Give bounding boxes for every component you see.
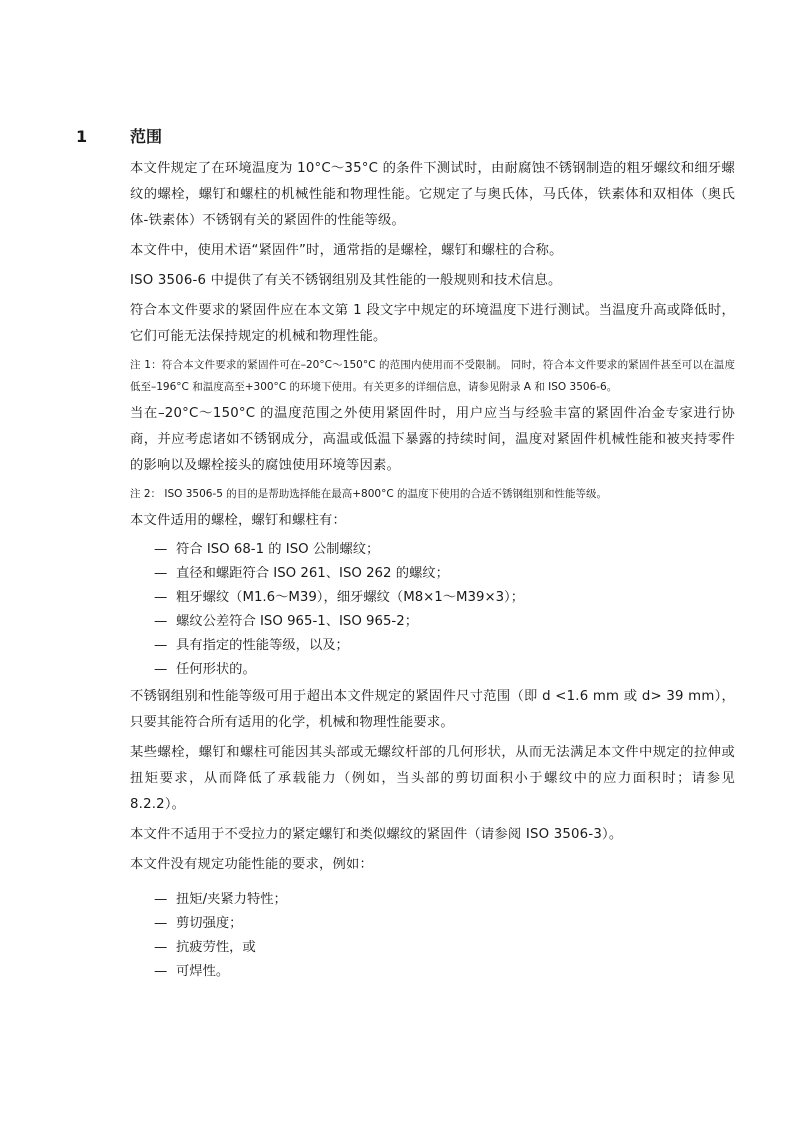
list-item: — 任何形状的。 <box>154 658 735 682</box>
section-title: 范围 <box>130 127 163 146</box>
note-2: 注 2： ISO 3506-5 的目的是帮助选择能在最高+800°C 的温度下使用的合适不锈钢组别和性能等级。 <box>130 488 608 500</box>
list-item: — 抗疲劳性，或 <box>154 936 735 960</box>
paragraph-iso-reference: ISO 3506-6 中提供了有关不锈钢组别及其性能的一般规则和技术信息。 <box>130 273 562 288</box>
paragraph-temperature-range: 当在–20°C～150°C 的温度范围之外使用紧固件时，用户应当与经验丰富的紧固件冶金专家进行协商，并应考虑诸如不锈钢成分，高温或低温下暴露的持续时间，温度对紧固件机械性能和被夹持零件的影响以及螺栓接头的腐蚀使用环境等因素。 <box>130 406 735 473</box>
dash-bullet: — <box>154 614 168 629</box>
paragraph-term: 本文件中，使用术语“紧固件”时，通常指的是螺栓，螺钉和螺柱的合称。 <box>130 243 563 258</box>
list-item: — 直径和螺距符合 ISO 261、ISO 262 的螺纹； <box>154 562 735 586</box>
note-1: 注 1：符合本文件要求的紧固件可在–20°C～150°C 的范围内使用而不受限制。 同时，符合本文件要求的紧固件甚至可以在温度低至–196°C 和温度高至+300°C 的环境下使用。有关更多的详细信息，请参见附录 A 和 ISO 3506-6。 <box>130 359 735 393</box>
dash-bullet: — <box>154 542 168 557</box>
list-item: — 螺纹公差符合 ISO 965-1、ISO 965-2； <box>154 610 735 634</box>
applicable-list <box>154 538 735 682</box>
functional-list <box>154 888 735 984</box>
dash-bullet: — <box>154 964 168 979</box>
paragraph-test-temperature: 符合本文件要求的紧固件应在本文第 1 段文字中规定的环境温度下进行测试。当温度升高或降低时，它们可能无法保持规定的机械和物理性能。 <box>130 303 735 344</box>
dash-bullet: — <box>154 662 168 677</box>
dash-bullet: — <box>154 940 168 955</box>
dash-bullet: — <box>154 638 168 653</box>
paragraph-geometry: 某些螺栓，螺钉和螺柱可能因其头部或无螺纹杆部的几何形状，从而无法满足本文件中规定的拉伸或扭矩要求，从而降低了承载能力（例如，当头部的剪切面积小于螺纹中的应力面积时；请参见 8.2.2）。 <box>130 745 735 812</box>
list-item: — 扭矩/夹紧力特性； <box>154 888 735 912</box>
dash-bullet: — <box>154 892 168 907</box>
section-body <box>130 156 735 986</box>
paragraph-scope: 本文件规定了在环境温度为 10°C～35°C 的条件下测试时，由耐腐蚀不锈钢制造的粗牙螺纹和细牙螺纹的螺栓，螺钉和螺柱的机械性能和物理性能。它规定了与奥氏体，马氏体，铁素体和双相体（奥氏体-铁素体）不锈钢有关的紧固件的性能等级。 <box>130 161 735 228</box>
list-item: — 具有指定的性能等级，以及； <box>154 634 735 658</box>
list-item: — 符合 ISO 68-1 的 ISO 公制螺纹； <box>154 538 735 562</box>
dash-bullet: — <box>154 916 168 931</box>
dash-bullet: — <box>154 566 168 581</box>
paragraph-functional-intro: 本文件没有规定功能性能的要求，例如： <box>130 857 373 872</box>
section-number: 1 <box>76 127 88 146</box>
paragraph-applicable-intro: 本文件适用的螺栓，螺钉和螺柱有： <box>130 513 346 528</box>
list-item: — 剪切强度； <box>154 912 735 936</box>
paragraph-size-range: 不锈钢组别和性能等级可用于超出本文件规定的紧固件尺寸范围（即 d <1.6 mm 或 d> 39 mm），只要其能符合所有适用的化学，机械和物理性能要求。 <box>130 689 735 730</box>
dash-bullet: — <box>154 590 168 605</box>
list-item: — 粗牙螺纹（M1.6～M39），细牙螺纹（M8×1～M39×3）； <box>154 586 735 610</box>
paragraph-exclusion: 本文件不适用于不受拉力的紧定螺钉和类似螺纹的紧固件（请参阅 ISO 3506-3）。 <box>130 827 623 842</box>
list-item: — 可焊性。 <box>154 960 735 984</box>
